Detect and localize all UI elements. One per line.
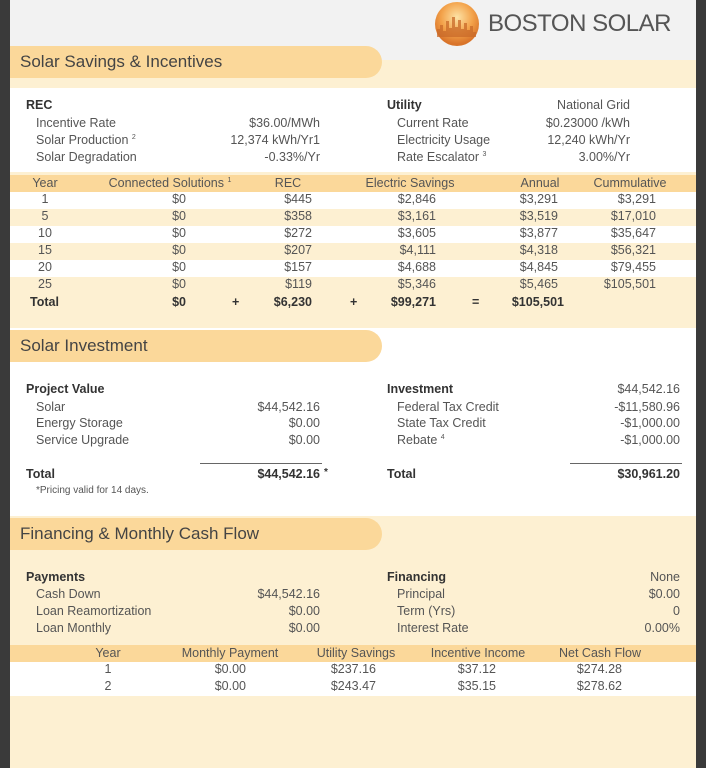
column-header: Year bbox=[32, 176, 58, 190]
financing-value: $0.00 bbox=[648, 587, 680, 601]
left-frame bbox=[0, 0, 10, 768]
financing-type: None bbox=[650, 570, 680, 584]
table-cell: $358 bbox=[284, 209, 312, 223]
table-cell: $272 bbox=[284, 226, 312, 240]
utility-value: $0.23000 /kWh bbox=[545, 116, 630, 130]
project-value-label: Energy Storage bbox=[36, 416, 123, 430]
table-cell: $79,455 bbox=[610, 260, 656, 274]
utility-heading: Utility bbox=[387, 98, 422, 112]
financing-heading: Financing bbox=[387, 570, 447, 584]
table-cell: $3,877 bbox=[519, 226, 558, 240]
financing-value: 0.00% bbox=[644, 621, 680, 635]
project-value-value: $0.00 bbox=[288, 433, 320, 447]
project-value-label: Service Upgrade bbox=[36, 433, 130, 447]
table-cell: 1 bbox=[104, 662, 112, 676]
divider bbox=[200, 463, 322, 464]
project-value-label: Solar bbox=[36, 400, 66, 414]
investment-total-label: Total bbox=[387, 467, 416, 481]
column-header: Connected Solutions $^1$ bbox=[108, 176, 232, 190]
table-cell: $2,846 bbox=[397, 192, 436, 206]
savings-total-rec: $6,230 bbox=[273, 295, 312, 309]
table-cell: $237.16 bbox=[330, 662, 376, 676]
project-value-total: $44,542.16 bbox=[257, 467, 320, 481]
savings-total-label: Total bbox=[30, 295, 59, 309]
right-frame bbox=[696, 0, 706, 768]
investment-section-title: Solar Investment bbox=[10, 330, 382, 362]
table-cell: $17,010 bbox=[610, 209, 656, 223]
brand-name: BOSTON SOLAR bbox=[488, 10, 671, 37]
rec-value: -0.33%/Yr bbox=[264, 150, 320, 164]
table-cell: 10 bbox=[38, 226, 52, 240]
table-cell: $0 bbox=[172, 260, 186, 274]
table-cell: $119 bbox=[285, 277, 312, 291]
rec-label: Incentive Rate bbox=[36, 116, 116, 130]
savings-total-annual: $105,501 bbox=[511, 295, 564, 309]
equals-sign: = bbox=[472, 295, 480, 309]
project-value-heading: Project Value bbox=[26, 382, 105, 396]
table-cell: $5,465 bbox=[519, 277, 558, 291]
rec-value: 12,374 kWh/Yr1 bbox=[230, 133, 320, 147]
proposal-page bbox=[10, 0, 696, 768]
table-cell: $4,688 bbox=[397, 260, 436, 274]
investment-heading: Investment bbox=[387, 382, 453, 396]
column-header: Annual bbox=[520, 176, 560, 190]
table-cell: $0.00 bbox=[214, 679, 246, 693]
project-value-value: $0.00 bbox=[288, 416, 320, 430]
utility-label: Current Rate bbox=[397, 116, 469, 130]
utility-label: Electricity Usage bbox=[397, 133, 491, 147]
table-cell: $207 bbox=[284, 243, 312, 257]
table-cell: $0 bbox=[172, 243, 186, 257]
utility-label: Rate Escalator $^3$ bbox=[397, 150, 487, 164]
project-value-total-label: Total bbox=[26, 467, 55, 481]
table-cell: 15 bbox=[38, 243, 52, 257]
savings-section-title: Solar Savings & Incentives bbox=[10, 46, 382, 78]
table-cell: 25 bbox=[38, 277, 52, 291]
column-header: Cummulative bbox=[593, 176, 667, 190]
sunset-skyline-icon bbox=[430, 1, 484, 47]
rec-value: $36.00/MWh bbox=[249, 116, 320, 130]
column-header: Year bbox=[95, 646, 121, 660]
investment-label: State Tax Credit bbox=[397, 416, 486, 430]
table-cell: $445 bbox=[284, 192, 312, 206]
investment-value: -$11,580.96 bbox=[614, 400, 680, 414]
payments-label: Loan Reamortization bbox=[36, 604, 152, 618]
rec-heading: REC bbox=[26, 98, 53, 112]
utility-value: 3.00%/Yr bbox=[578, 150, 630, 164]
column-header: Net Cash Flow bbox=[559, 646, 641, 660]
table-cell: $4,318 bbox=[519, 243, 558, 257]
utility-provider: National Grid bbox=[557, 98, 630, 112]
table-cell: $3,161 bbox=[397, 209, 436, 223]
rec-label: Solar Production $^2$ bbox=[36, 133, 136, 147]
project-value-value: $44,542.16 bbox=[257, 400, 320, 414]
table-cell: $243.47 bbox=[330, 679, 376, 693]
table-cell: $3,519 bbox=[519, 209, 558, 223]
column-header: Electric Savings bbox=[365, 176, 455, 190]
financing-section bbox=[10, 516, 696, 768]
table-cell: $274.28 bbox=[576, 662, 622, 676]
savings-total-electric: $99,271 bbox=[390, 295, 436, 309]
financing-label: Interest Rate bbox=[397, 621, 469, 635]
table-cell: $0.00 bbox=[214, 662, 246, 676]
table-cell: $35.15 bbox=[457, 679, 496, 693]
table-cell: $3,291 bbox=[617, 192, 656, 206]
investment-value: -$1,000.00 bbox=[620, 416, 680, 430]
table-cell: $0 bbox=[172, 209, 186, 223]
table-cell: 1 bbox=[41, 192, 49, 206]
table-cell: 20 bbox=[38, 260, 52, 274]
payments-label: Cash Down bbox=[36, 587, 101, 601]
financing-section-title: Financing & Monthly Cash Flow bbox=[10, 518, 382, 550]
payments-value: $0.00 bbox=[288, 621, 320, 635]
column-header: Utility Savings bbox=[316, 646, 396, 660]
table-cell: $3,605 bbox=[397, 226, 436, 240]
table-cell: $56,321 bbox=[610, 243, 656, 257]
payments-value: $44,542.16 bbox=[257, 587, 320, 601]
financing-label: Principal bbox=[397, 587, 445, 601]
utility-value: 12,240 kWh/Yr bbox=[547, 133, 630, 147]
pricing-note: *Pricing valid for 14 days. bbox=[36, 485, 149, 496]
investment-total: $30,961.20 bbox=[617, 467, 680, 481]
column-header: Incentive Income bbox=[430, 646, 526, 660]
plus-sign: + bbox=[350, 295, 358, 309]
column-header: REC bbox=[274, 176, 302, 190]
table-cell: 5 bbox=[41, 209, 49, 223]
table-cell: $0 bbox=[172, 192, 186, 206]
table-cell: $105,501 bbox=[603, 277, 656, 291]
table-cell: $35,647 bbox=[610, 226, 656, 240]
rec-label: Solar Degradation bbox=[36, 150, 137, 164]
table-cell: $4,111 bbox=[399, 243, 436, 257]
table-cell: $5,346 bbox=[397, 277, 436, 291]
table-cell: 2 bbox=[104, 679, 112, 693]
financing-label: Term (Yrs) bbox=[397, 604, 456, 618]
financing-value: 0 bbox=[673, 604, 680, 618]
investment-gross: $44,542.16 bbox=[617, 382, 680, 396]
table-cell: $157 bbox=[284, 260, 312, 274]
table-cell: $3,291 bbox=[519, 192, 558, 206]
divider bbox=[570, 463, 682, 464]
investment-label: Federal Tax Credit bbox=[397, 400, 499, 414]
payments-label: Loan Monthly bbox=[36, 621, 112, 635]
table-cell: $37.12 bbox=[457, 662, 496, 676]
column-header: Monthly Payment bbox=[181, 646, 279, 660]
investment-label: Rebate $^4$ bbox=[397, 433, 445, 447]
table-cell: $0 bbox=[172, 226, 186, 240]
table-cell: $4,845 bbox=[519, 260, 558, 274]
savings-total-connected: $0 bbox=[172, 295, 186, 309]
asterisk-mark: * bbox=[324, 467, 328, 478]
table-cell: $0 bbox=[172, 277, 186, 291]
payments-heading: Payments bbox=[26, 570, 86, 584]
investment-value: -$1,000.00 bbox=[620, 433, 680, 447]
payments-value: $0.00 bbox=[288, 604, 320, 618]
table-cell: $278.62 bbox=[576, 679, 622, 693]
plus-sign: + bbox=[232, 295, 240, 309]
